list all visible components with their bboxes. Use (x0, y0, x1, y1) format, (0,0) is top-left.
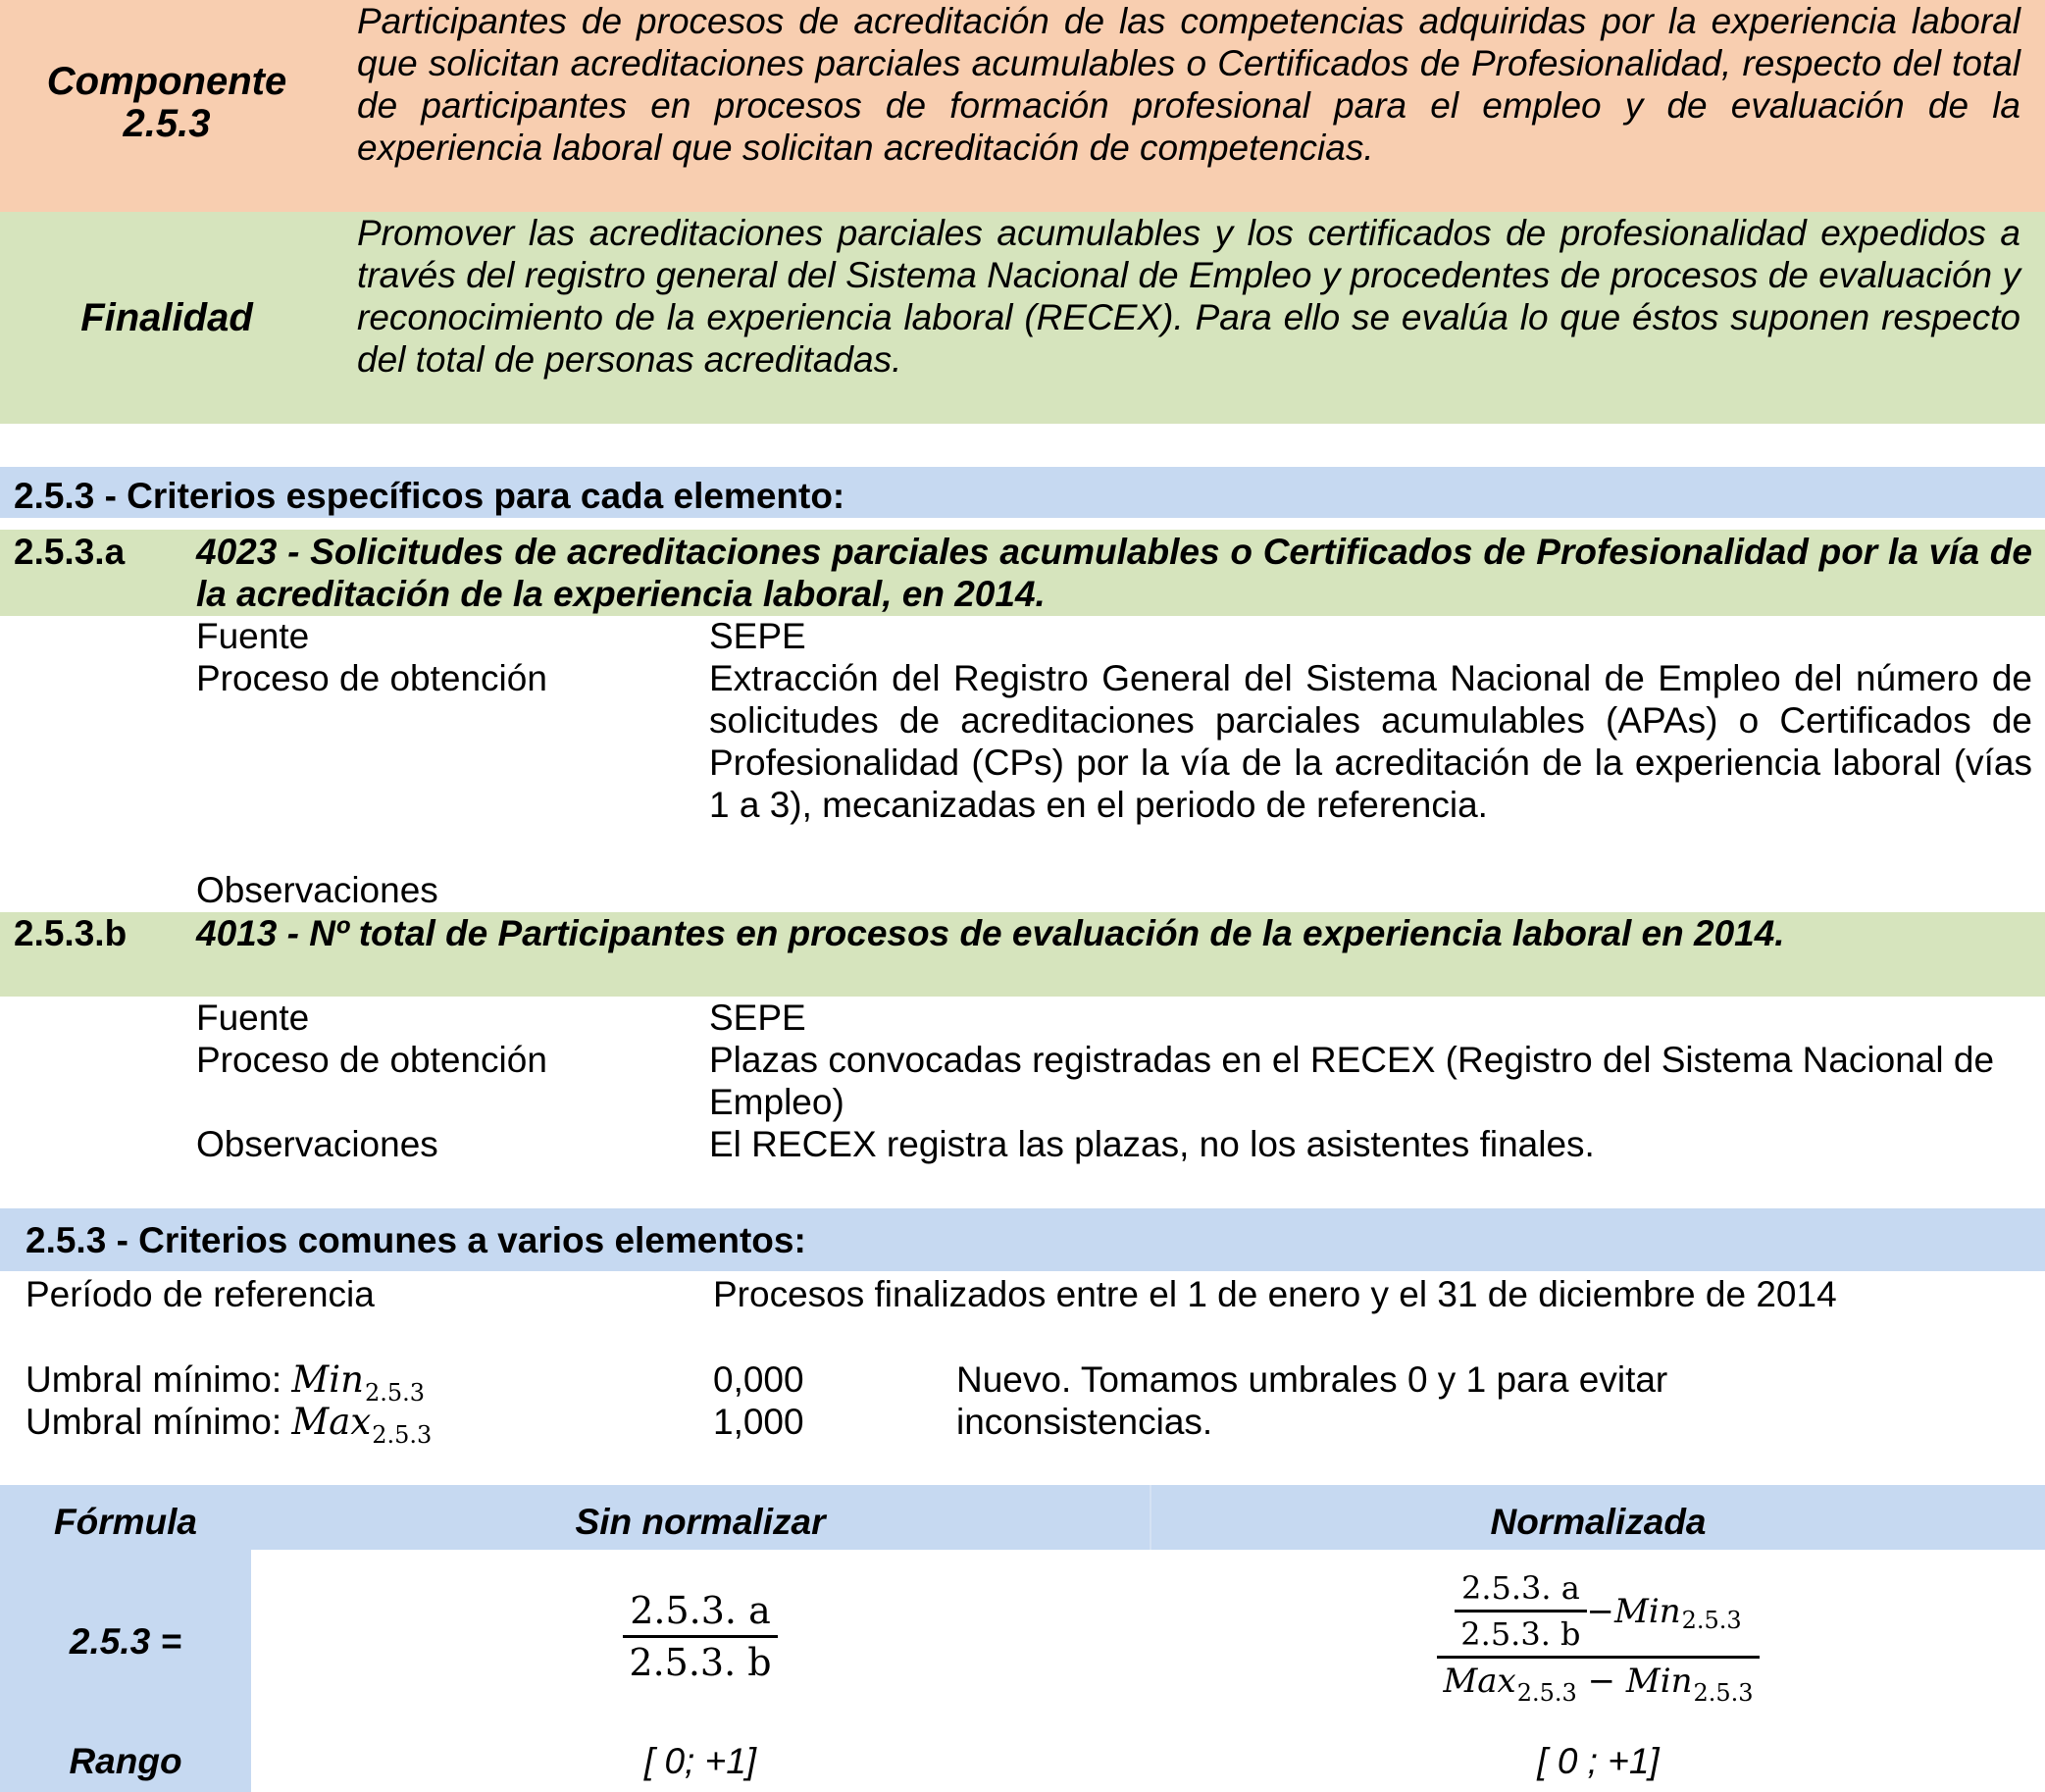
element-b-code: 2.5.3.b (14, 913, 128, 953)
col-normalized-header: Normalizada (1490, 1502, 1707, 1542)
row-range-label: Rango (69, 1741, 182, 1781)
component-label: Componente 2.5.3 (46, 60, 287, 145)
element-a-notes-label: Observaciones (196, 870, 438, 910)
element-b-process: Plazas convocadas registradas en el RECEX (Registro del Sistema Nacional de Empleo) (709, 1040, 1995, 1122)
period-label: Período de referencia (26, 1274, 375, 1314)
min-threshold-value: 0,000 (713, 1359, 804, 1400)
normalized-max: Max (1443, 1662, 1516, 1701)
range-raw: [ 0; +1] (643, 1741, 757, 1781)
normalized-min-2: Min (1625, 1662, 1693, 1701)
normalized-numerator (1449, 1569, 1747, 1653)
raw-fraction (623, 1589, 777, 1684)
normalized-sub-2: 2.5.3 (1516, 1679, 1577, 1707)
min-symbol: Min (291, 1358, 364, 1401)
normalized-inner-denominator: 2.5.3. b (1460, 1615, 1581, 1653)
component-description: Participantes de procesos de acreditación de las competencias adquiridas por la experiencia laboral que solicitan acreditaciones parciales acumulables o Certificados de Profesionalidad, respecto del total de participantes en procesos de formación profesional para el empleo y de evaluación de la experiencia laboral que solicitan acreditación de competencias. (357, 1, 2020, 168)
normalized-denominator (1437, 1662, 1759, 1707)
element-b-notes-label: Observaciones (196, 1124, 438, 1164)
normalized-sub-1: 2.5.3 (1681, 1606, 1742, 1634)
element-a-code: 2.5.3.a (14, 532, 126, 572)
raw-formula (251, 1589, 1150, 1684)
element-a-process: Extracción del Registro General del Sistema Nacional de Empleo del número de solicitudes de acreditaciones parciales acumulables (APAs) o Certificados de Profesionalidad (CPs) por la vía de la acreditación de la experiencia laboral (vías 1 a 3), mecanizadas en el periodo de referencia. (709, 658, 2032, 825)
max-symbol: Max (291, 1401, 372, 1443)
max-threshold-text: Umbral mínimo: (26, 1402, 292, 1442)
purpose-description: Promover las acreditaciones parciales acumulables y los certificados de profesionalidad expedidos a través del registro general del Sistema Nacional de Empleo y procedentes de procesos de evaluación y reconocimiento de la experiencia laboral (RECEX). Para ello se evalúa lo que éstos suponen respecto del total de personas acreditadas. (357, 213, 2020, 380)
normalized-inner-bar (1455, 1610, 1586, 1613)
max-threshold-value: 1,000 (713, 1402, 804, 1442)
raw-denominator: 2.5.3. b (629, 1641, 772, 1684)
specific-criteria-heading: 2.5.3 - Criterios específicos para cada elemento: (14, 476, 845, 516)
max-threshold-label (26, 1401, 432, 1448)
row-formula-label: 2.5.3 = (69, 1621, 182, 1662)
normalized-outer-fraction (1437, 1569, 1759, 1707)
common-criteria-heading: 2.5.3 - Criterios comunes a varios elementos: (26, 1220, 806, 1260)
normalized-outer-bar (1437, 1656, 1759, 1659)
min-subscript: 2.5.3 (364, 1379, 426, 1407)
min-threshold-text: Umbral mínimo: (26, 1359, 292, 1400)
element-a-title: 4023 - Solicitudes de acreditaciones parciales acumulables o Certificados de Profesionalidad por la vía de la acreditación de la experiencia laboral, en 2014. (196, 532, 2032, 614)
element-a-source-label: Fuente (196, 616, 310, 656)
element-b-source-label: Fuente (196, 998, 310, 1038)
normalized-minus-1: − (1586, 1591, 1615, 1631)
element-b-title: 4013 - Nº total de Participantes en procesos de evaluación de la experiencia laboral en 2014. (196, 913, 1785, 953)
period-value: Procesos finalizados entre el 1 de enero y el 31 de diciembre de 2014 (713, 1274, 1837, 1314)
normalized-sub-3: 2.5.3 (1693, 1679, 1754, 1707)
element-b-notes: El RECEX registra las plazas, no los asistentes finales. (709, 1124, 1595, 1164)
max-subscript: 2.5.3 (372, 1421, 433, 1449)
normalized-minus-2: − (1576, 1662, 1626, 1701)
raw-numerator: 2.5.3. a (630, 1589, 771, 1632)
element-b-source: SEPE (709, 998, 806, 1038)
normalized-inner-numerator: 2.5.3. a (1460, 1569, 1580, 1607)
purpose-label: Finalidad (80, 296, 253, 339)
raw-fraction-bar (623, 1635, 777, 1638)
min-threshold-label (26, 1358, 425, 1406)
element-b-process-label: Proceso de obtención (196, 1040, 547, 1080)
col-formula-header: Fórmula (54, 1502, 197, 1542)
col-raw-header: Sin normalizar (575, 1502, 826, 1542)
normalized-min-1: Min (1614, 1591, 1681, 1631)
element-a-process-label: Proceso de obtención (196, 658, 547, 698)
threshold-note: Nuevo. Tomamos umbrales 0 y 1 para evitar inconsistencias. (956, 1359, 1668, 1442)
range-normalized: [ 0 ; +1] (1537, 1741, 1660, 1781)
normalized-inner-fraction (1455, 1569, 1586, 1653)
normalized-formula (1151, 1569, 2045, 1707)
element-a-source: SEPE (709, 616, 806, 656)
